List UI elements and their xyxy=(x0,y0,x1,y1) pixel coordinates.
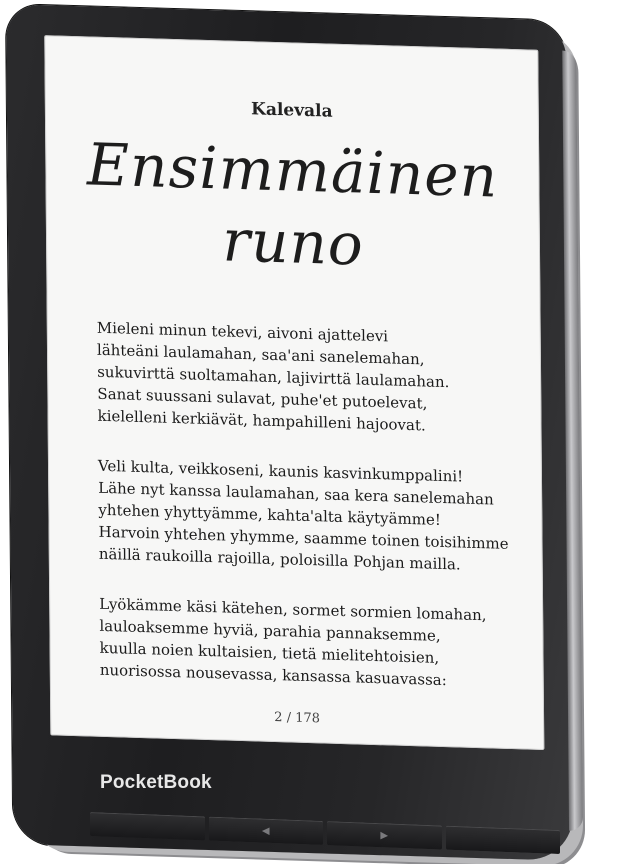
chapter-heading-line-2: runo xyxy=(222,206,364,279)
verse-line: kuulla noien kultaisien, tietä mielitehtoisien, xyxy=(99,638,440,667)
verse-line: sukuvirttä suoltamahan, lajivirttä laulamahan. xyxy=(97,362,450,392)
page-forward-button[interactable]: ▶ xyxy=(327,821,442,849)
verse-line: Lyökämme käsi kätehen, sormet sormien lomahan, xyxy=(99,594,487,625)
verse-line: lähteäni laulamahan, saa'ani sanelemahan, xyxy=(96,340,425,369)
home-button[interactable] xyxy=(90,812,205,840)
chapter-heading-line-1: Ensimmäinen xyxy=(86,130,499,211)
verse-line: Harvoin yhtehen yhymme, saamme toinen toisihimme xyxy=(98,522,509,553)
brand-logo: PocketBook xyxy=(100,772,212,793)
page-back-button[interactable]: ◀ xyxy=(209,817,324,845)
ereader-device xyxy=(6,4,573,861)
verse-line: näillä raukoilla rajoilla, poloisilla Pohjan mailla. xyxy=(98,544,461,574)
stanza-2 xyxy=(98,455,521,578)
page-indicator: 2 / 178 xyxy=(274,709,321,727)
verse-line: yhtehen yhyttyämme, kahta'alta käytyämme! xyxy=(98,500,441,529)
verse-line: lauloaksemme hyviä, parahia pannaksemme, xyxy=(99,616,441,645)
book-title: Kalevala xyxy=(251,99,333,122)
device-side-edge xyxy=(562,51,583,832)
verse-line: Lähe nyt kanssa laulamahan, saa kera sanelemahan xyxy=(98,478,494,509)
stanza-1 xyxy=(97,317,520,440)
verse-line: Mieleni minun tekevi, aivoni ajattelevi xyxy=(96,318,389,346)
eink-screen[interactable] xyxy=(44,35,544,750)
verse-line: kielelleni kerkiävät, hampahilleni hajoovat. xyxy=(97,406,426,435)
chapter-heading xyxy=(45,127,540,286)
stanza-3 xyxy=(99,593,522,694)
verse-line: Sanat suussani sulavat, puhe'et putoelevat, xyxy=(97,384,428,413)
menu-button[interactable] xyxy=(446,826,561,854)
poem-body xyxy=(97,317,522,722)
verse-line: Veli kulta, veikkoseni, kaunis kasvinkumppalini! xyxy=(97,456,464,486)
verse-line: nuorisossa nousevassa, kansassa kasuavassa: xyxy=(99,660,447,690)
